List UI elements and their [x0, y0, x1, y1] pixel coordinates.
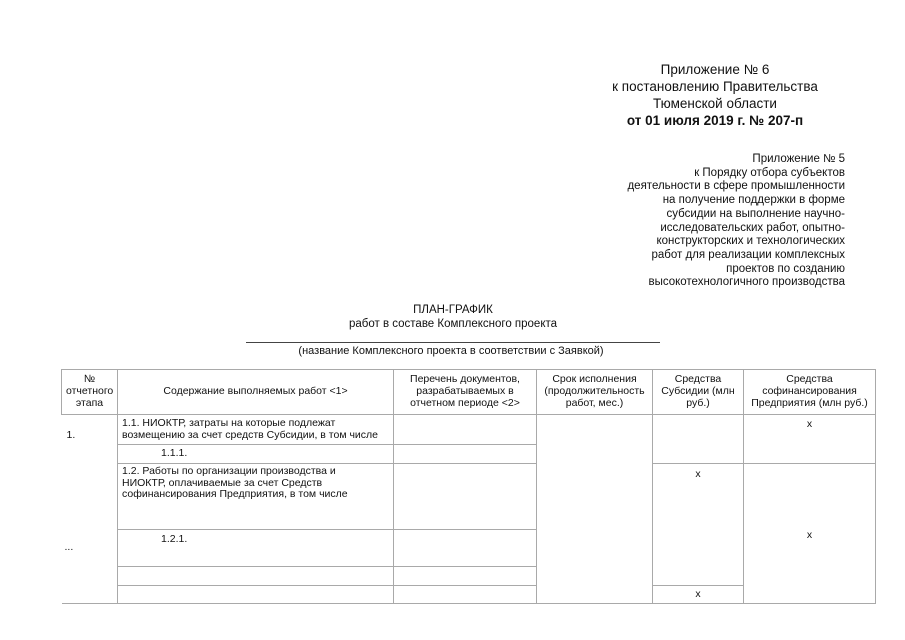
documents-cell — [394, 445, 537, 464]
header-stage-no: № отчетного этапа — [62, 370, 118, 415]
appendix-5-header — [545, 153, 845, 290]
header-work-content: Содержание выполняемых работ <1> — [118, 370, 394, 415]
subsidy-cell — [653, 415, 744, 464]
appendix-6-header — [560, 61, 870, 129]
appendix-6-title: Приложение № 6 — [660, 62, 770, 77]
plan-subtitle: работ в составе Комплексного проекта — [348, 318, 558, 330]
appendix-5-line: к Порядку отбора субъектов — [694, 166, 845, 179]
documents-cell — [394, 567, 537, 586]
appendix-5-line: проектов по созданию — [726, 262, 845, 275]
table-row — [62, 415, 876, 445]
plan-heading — [253, 303, 653, 331]
documents-cell — [394, 415, 537, 445]
work-item-1-2-1: 1.2.1. — [118, 530, 394, 567]
plan-title: ПЛАН-ГРАФИК — [413, 304, 493, 316]
cofinancing-mark: x — [744, 464, 876, 604]
appendix-6-line-2: Тюменской области — [653, 96, 777, 111]
subsidy-mark: x — [653, 586, 744, 604]
work-item-1-2: 1.2. Работы по организации производства и НИОКТР, оплачиваемые за счет Средств софинансирования Предприятия, в том числе — [118, 464, 394, 530]
work-cell-empty — [118, 567, 394, 586]
stage-number: 1. — [66, 428, 76, 441]
header-duration: Срок исполнения (продолжительность работ, мес.) — [537, 370, 653, 415]
project-name-caption: (название Комплексного проекта в соответствии с Заявкой) — [298, 345, 604, 357]
appendix-5-line: исследовательских работ, опытно- — [660, 221, 845, 234]
duration-cell — [537, 415, 653, 604]
subsidy-mark: x — [653, 464, 744, 586]
work-item-1-1: 1.1. НИОКТР, затраты на которые подлежат возмещению за счет средств Субсидии, в том числе — [118, 415, 394, 445]
plan-schedule-table — [61, 369, 876, 604]
stage-ellipsis: ... — [64, 540, 74, 553]
appendix-5-line: деятельности в сфере промышленности — [627, 180, 845, 193]
header-subsidy-funds: Средства Субсидии (млн руб.) — [653, 370, 744, 415]
appendix-5-line: работ для реализации комплексных — [651, 248, 845, 261]
work-item-1-1-1: 1.1.1. — [118, 445, 394, 464]
project-name-line — [246, 342, 660, 343]
appendix-5-line: Приложение № 5 — [752, 153, 845, 165]
header-cofinancing-funds: Средства софинансирования Предприятия (млн руб.) — [744, 370, 876, 415]
stage-cell — [62, 415, 118, 604]
header-documents: Перечень документов, разрабатываемых в отчетном периоде <2> — [394, 370, 537, 415]
cofinancing-mark: x — [744, 415, 876, 464]
appendix-6-line-1: к постановлению Правительства — [612, 79, 818, 94]
table-header-row — [62, 370, 876, 415]
documents-cell — [394, 530, 537, 567]
appendix-6-resolution: от 01 июля 2019 г. № 207-п — [626, 113, 804, 128]
appendix-5-line: субсидии на выполнение научно- — [666, 207, 845, 220]
documents-cell — [394, 464, 537, 530]
appendix-5-line: высокотехнологичного производства — [648, 276, 845, 289]
appendix-5-line: конструкторских и технологических — [656, 235, 845, 248]
documents-cell — [394, 586, 537, 604]
table-row — [62, 464, 876, 530]
appendix-5-line: на получение поддержки в форме — [662, 194, 845, 207]
work-cell-empty — [118, 586, 394, 604]
